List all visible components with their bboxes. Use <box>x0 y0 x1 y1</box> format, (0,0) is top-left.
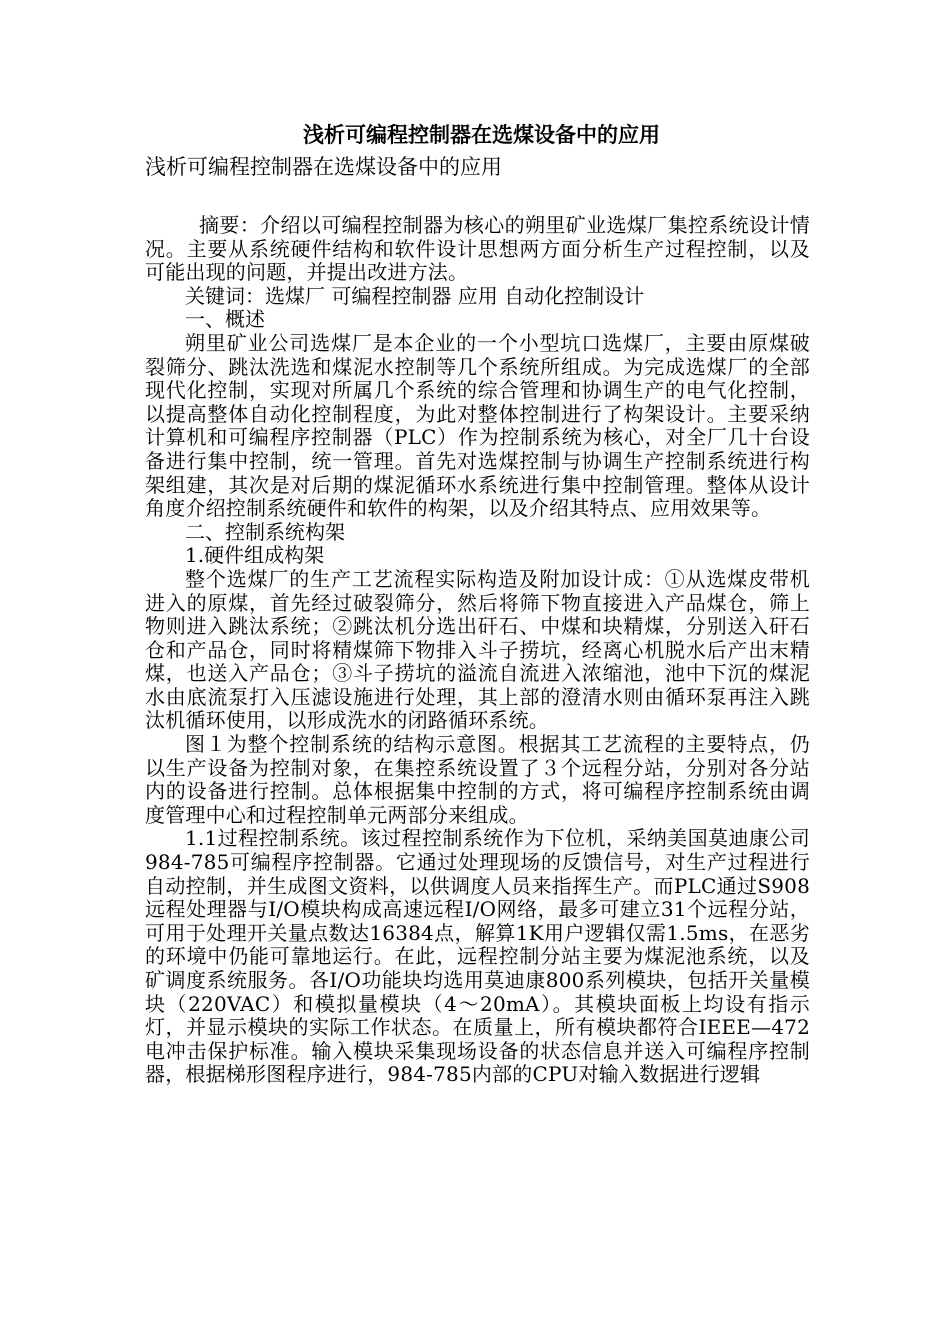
document-page <box>145 118 810 1087</box>
subsection-heading-hardware: 1.硬件组成构架 <box>185 543 325 568</box>
document-title: 浅析可编程控制器在选煤设备中的应用 <box>303 122 660 147</box>
process-control-paragraph: 1.1过程控制系统。该过程控制系统作为下位机，采纳美国莫迪康公司984-785可编程序控制器。它通过处理现场的反馈信号，对生产过程进行自动控制，并生成图文资料，以供调度人员来指挥生产。而PLC通过S908远程处理器与I/O模块构成高速远程I/O网络，最多可建立31个远程分站，可用于处理开关量点数达16384点，解算1K用户逻辑仅需1.5ms，在恶劣的环境中仍能可靠地运行。在此，远程控制分站主要为煤泥池系统，以及矿调度系统服务。各I/O功能块均选用莫迪康800系列模块，包括开关量模块（220VAC）和模拟量模块（4～20mA）。其模块面板上均设有指示灯，并显示模块的实际工作状态。在质量上，所有模块都符合IEEE—472电冲击保护标准。输入模块采集现场设备的状态信息并送入可编程序控制器，根据梯形图程序进行，984-785内部的CPU对输入数据进行逻辑 <box>145 826 810 1087</box>
keywords-line: 关键词：选煤厂 可编程控制器 应用 自动化控制设计 <box>185 283 645 308</box>
section-heading-overview: 一、概述 <box>185 307 265 332</box>
section-heading-architecture: 二、控制系统构架 <box>185 519 345 544</box>
overview-paragraph: 朔里矿业公司选煤厂是本企业的一个小型坑口选煤厂，主要由原煤破裂筛分、跳汰洗选和煤泥水控制等几个系统所组成。为完成选煤厂的全部现代化控制，实现对所属几个系统的综合管理和协调生产的电气化控制，以提高整体自动化控制程度，为此对整体控制进行了构架设计。主要采纳计算机和可编程序控制器（PLC）作为控制系统为核心，对全厂几十台设备进行集中控制，统一管理。首先对选煤控制与协调生产控制系统进行构架组建，其次是对后期的煤泥循环水系统进行集中控制管理。整体从设计角度介绍控制系统硬件和软件的构架，以及介绍其特点、应用效果等。 <box>145 330 810 521</box>
hardware-paragraph-process: 整个选煤厂的生产工艺流程实际构造及附加设计成：①从选煤皮带机进入的原煤，首先经过破裂筛分，然后将筛下物直接进入产品煤仓，筛上物则进入跳汰系统；②跳汰机分选出矸石、中煤和块精煤，分别送入矸石仓和产品仓，同时将精煤筛下物排入斗子捞坑，经离心机脱水后产出末精煤，也送入产品仓；③斗子捞坑的溢流自流进入浓缩池，池中下沉的煤泥水由底流泵打入压滤设施进行处理，其上部的澄清水则由循环泵再注入跳汰机循环使用，以形成洗水的闭路循环系统。 <box>145 566 810 733</box>
abstract-paragraph: 摘要：介绍以可编程控制器为核心的朔里矿业选煤厂集控系统设计情况。主要从系统硬件结构和软件设计思想两方面分析生产过程控制，以及可能出现的问题，并提出改进方法。 <box>145 213 810 285</box>
hardware-paragraph-figure: 图１为整个控制系统的结构示意图。根据其工艺流程的主要特点，仍以生产设备为控制对象，在集控系统设置了３个远程分站，分别对各分站内的设备进行控制。总体根据集中控制的方式，将可编程序控制系统由调度管理中心和过程控制单元两部分来组成。 <box>145 732 810 827</box>
document-subtitle: 浅析可编程控制器在选煤设备中的应用 <box>145 155 502 179</box>
